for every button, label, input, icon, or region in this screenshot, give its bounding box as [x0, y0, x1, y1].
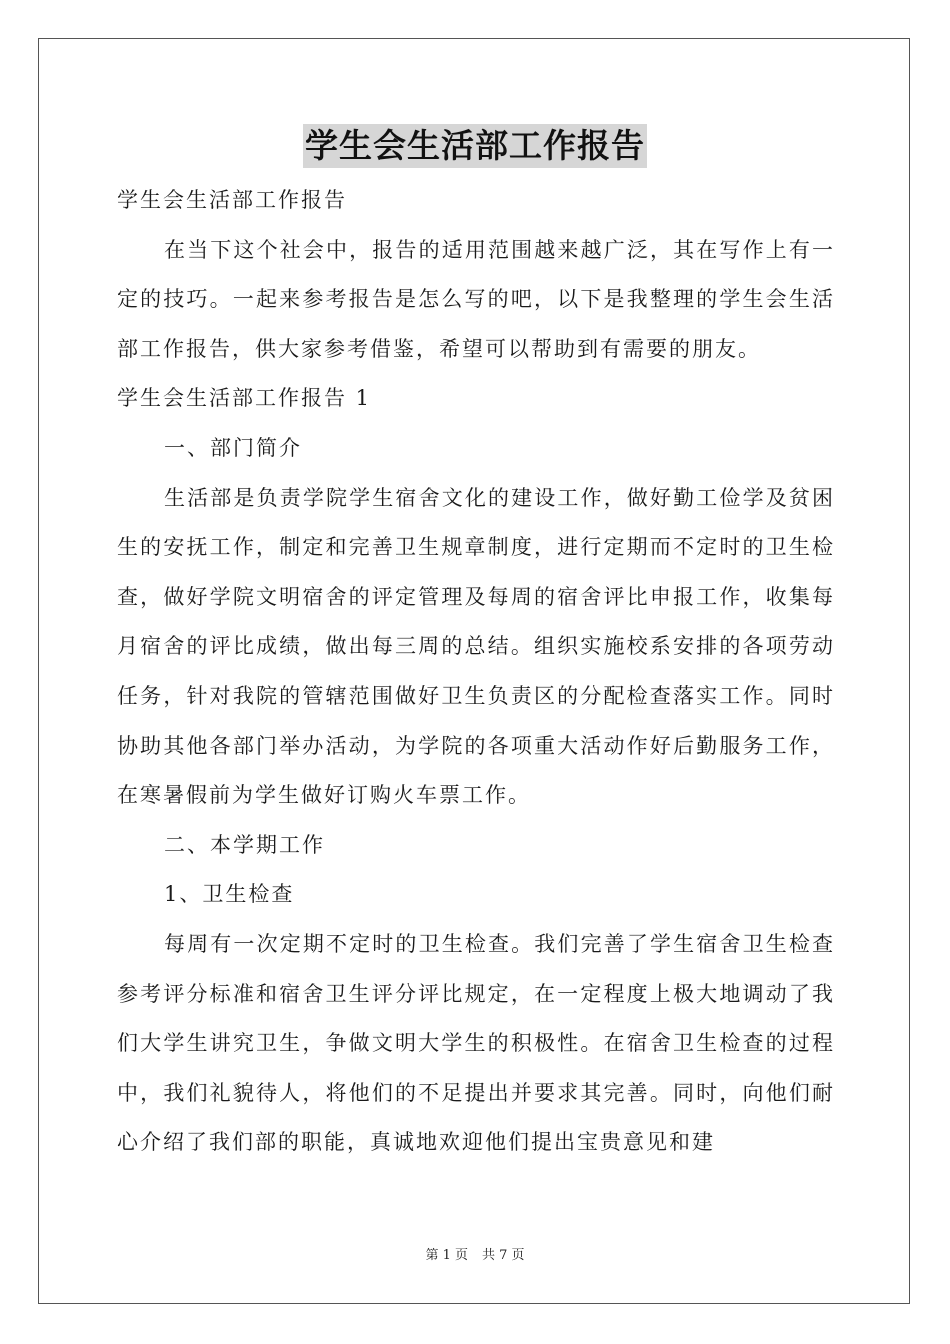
paragraph: 学生会生活部工作报告 1: [117, 386, 372, 411]
page-title: 学生会生活部工作报告: [303, 124, 647, 168]
section-heading: 一、部门简介: [164, 435, 302, 460]
section-heading: 二、本学期工作: [164, 832, 325, 857]
page-number: 第 1 页: [425, 1248, 468, 1263]
paragraph: 生活部是负责学院学生宿舍文化的建设工作，做好勤工俭学及贫困生的安抚工作，制定和完善卫生规章制度，进行定期而不定时的卫生检查，做好学院文明宿舍的评定管理及每周的宿舍评比申报工作，收集每月宿舍的评比成绩，做出每三周的总结。组织实施校系安排的各项劳动任务，针对我院的管辖范围做好卫生负责区的分配检查落实工作。同时协助其他各部门举办活动，为学院的各项重大活动作好后勤服务工作，在寒暑假前为学生做好订购火车票工作。: [117, 485, 835, 808]
page-footer: [0, 1246, 950, 1266]
page-total: 共 7 页: [482, 1248, 525, 1263]
paragraph: 在当下这个社会中，报告的适用范围越来越广泛，其在写作上有一定的技巧。一起来参考报告是怎么写的吧，以下是我整理的学生会生活部工作报告，供大家参考借鉴，希望可以帮助到有需要的朋友。: [117, 237, 835, 361]
subsection-heading: 1、卫生检查: [164, 882, 295, 907]
title-container: [0, 124, 950, 168]
document-body: [117, 176, 835, 1168]
paragraph: 每周有一次定期不定时的卫生检查。我们完善了学生宿舍卫生检查参考评分标准和宿舍卫生评分评比规定，在一定程度上极大地调动了我们大学生讲究卫生，争做文明大学生的积极性。在宿舍卫生检查的过程中，我们礼貌待人，将他们的不足提出并要求其完善。同时，向他们耐心介绍了我们部的职能，真诚地欢迎他们提出宝贵意见和建: [117, 931, 835, 1155]
paragraph: 学生会生活部工作报告: [117, 188, 347, 212]
